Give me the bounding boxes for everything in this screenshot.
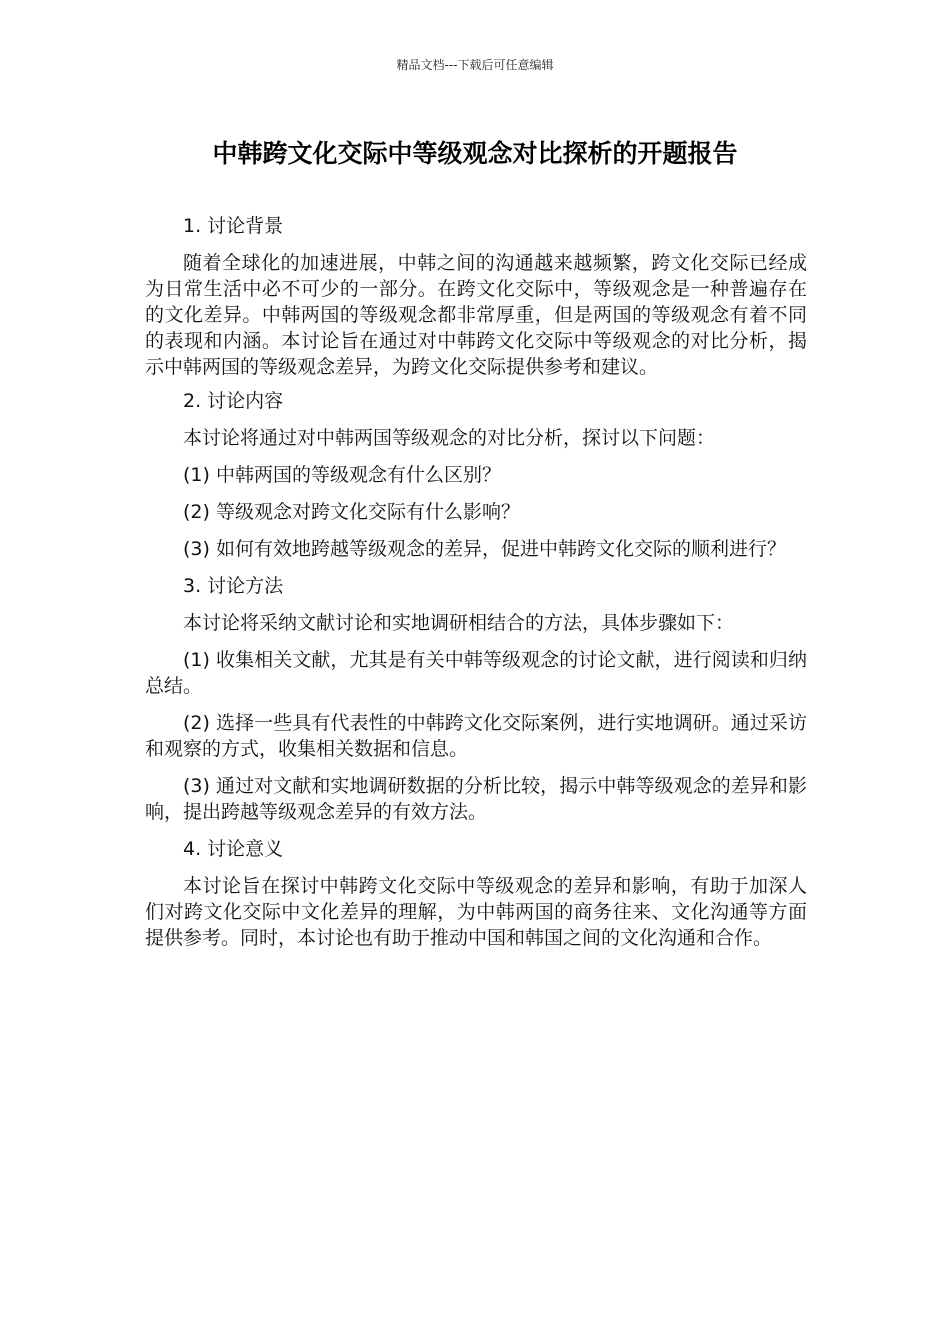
section-heading-content: 2. 讨论内容 (183, 390, 284, 412)
section-heading-significance: 4. 讨论意义 (183, 838, 284, 860)
header-note: 精品文档---下载后可任意编辑 (396, 58, 554, 72)
paragraph-significance: 本讨论旨在探讨中韩跨文化交际中等级观念的差异和影响，有助于加深人们对跨文化交际中文化差异的理解，为中韩两国的商务往来、文化沟通等方面提供参考。同时，本讨论也有助于推动中国和韩国之间的文化沟通和合作。 (145, 875, 807, 949)
paragraph-background: 随着全球化的加速进展，中韩之间的沟通越来越频繁，跨文化交际已经成为日常生活中必不可少的一部分。在跨文化交际中，等级观念是一种普遍存在的文化差异。中韩两国的等级观念都非常厚重，但是两国的等级观念有着不同的表现和内涵。本讨论旨在通过对中韩跨文化交际中等级观念的对比分析，揭示中韩两国的等级观念差异，为跨文化交际提供参考和建议。 (145, 252, 807, 378)
question-item-3: (3) 如何有效地跨越等级观念的差异，促进中韩跨文化交际的顺利进行？ (183, 538, 786, 560)
method-step-1: (1) 收集相关文献，尤其是有关中韩等级观念的讨论文献，进行阅读和归纳总结。 (145, 649, 807, 697)
question-item-1: (1) 中韩两国的等级观念有什么区别？ (183, 464, 501, 486)
method-step-2: (2) 选择一些具有代表性的中韩跨文化交际案例，进行实地调研。通过采访和观察的方式，收集相关数据和信息。 (145, 712, 807, 760)
section-heading-method: 3. 讨论方法 (183, 575, 284, 597)
method-step-3: (3) 通过对文献和实地调研数据的分析比较，揭示中韩等级观念的差异和影响，提出跨越等级观念差异的有效方法。 (145, 775, 807, 823)
question-item-2: (2) 等级观念对跨文化交际有什么影响？ (183, 501, 520, 523)
document-title: 中韩跨文化交际中等级观念对比探析的开题报告 (212, 139, 738, 168)
paragraph-method-intro: 本讨论将采纳文献讨论和实地调研相结合的方法，具体步骤如下： (183, 612, 735, 634)
section-heading-background: 1. 讨论背景 (183, 215, 284, 237)
paragraph-content-intro: 本讨论将通过对中韩两国等级观念的对比分析，探讨以下问题： (183, 427, 716, 449)
document-body (145, 213, 807, 951)
